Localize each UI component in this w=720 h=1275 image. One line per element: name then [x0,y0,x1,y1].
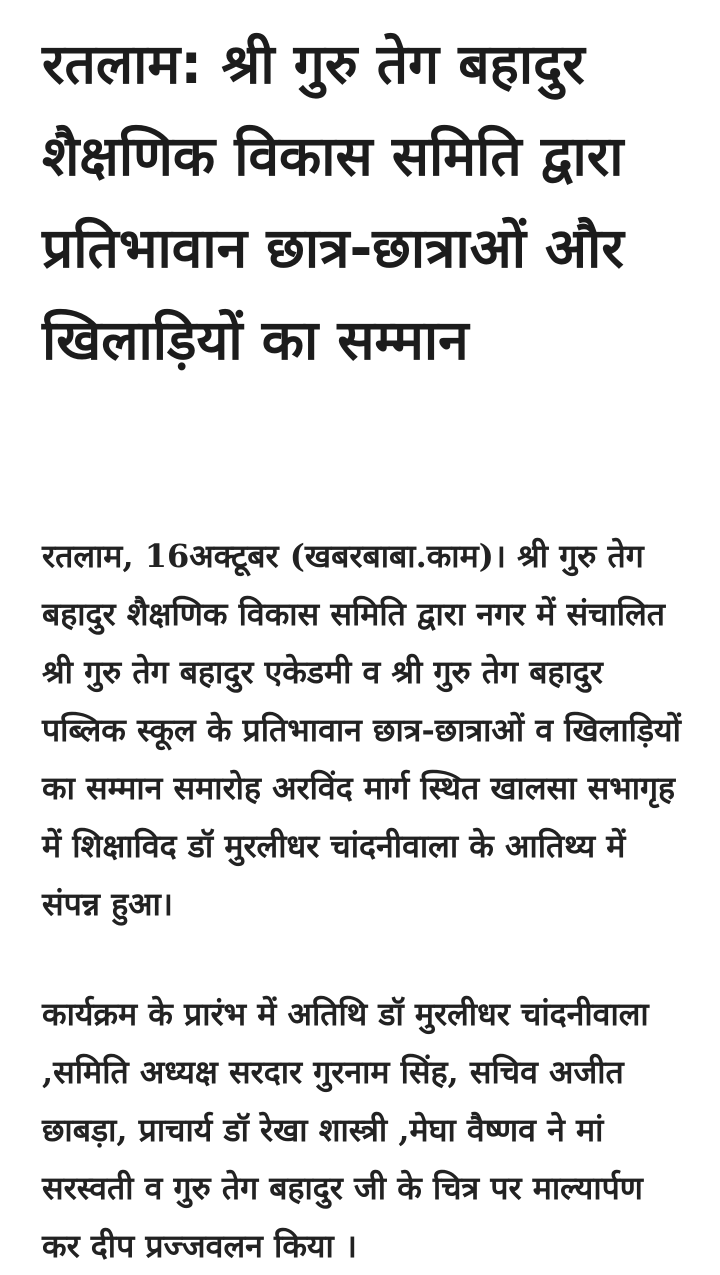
article-headline: रतलाम: श्री गुरु तेग बहादुर शैक्षणिक विकास समिति द्वारा प्रतिभावान छात्र-छात्राओं और खिलाड़ियों का सम्मान [42,32,624,372]
article-paragraph-1: रतलाम, 16अक्टूबर (खबरबाबा.काम)। श्री गुरु तेग बहादुर शैक्षणिक विकास समिति द्वारा नगर में संचालित श्री गुरु तेग बहादुर एकेडमी व श्री गुरु तेग बहादुर पब्लिक स्कूल के प्रतिभावान छात्र-छात्राओं व खिलाड़ियों का सम्मान समारोह अरविंद मार्ग स्थित खालसा सभागृह में शिक्षाविद डॉ मुरलीधर चांदनीवाला के आतिथ्य में संपन्न हुआ। [42,537,681,923]
article-paragraph-2: कार्यक्रम के प्रारंभ में अतिथि डॉ मुरलीधर चांदनीवाला ,समिति अध्यक्ष सरदार गुरनाम सिंह, सचिव अजीत छाबड़ा, प्राचार्य डॉ रेखा शास्त्री ,मेघा वैष्णव ने मां सरस्वती व गुरु तेग बहादुर जी के चित्र पर माल्यार्पण कर दीप प्रज्जवलन किया । [42,995,649,1265]
article [42,18,688,1265]
